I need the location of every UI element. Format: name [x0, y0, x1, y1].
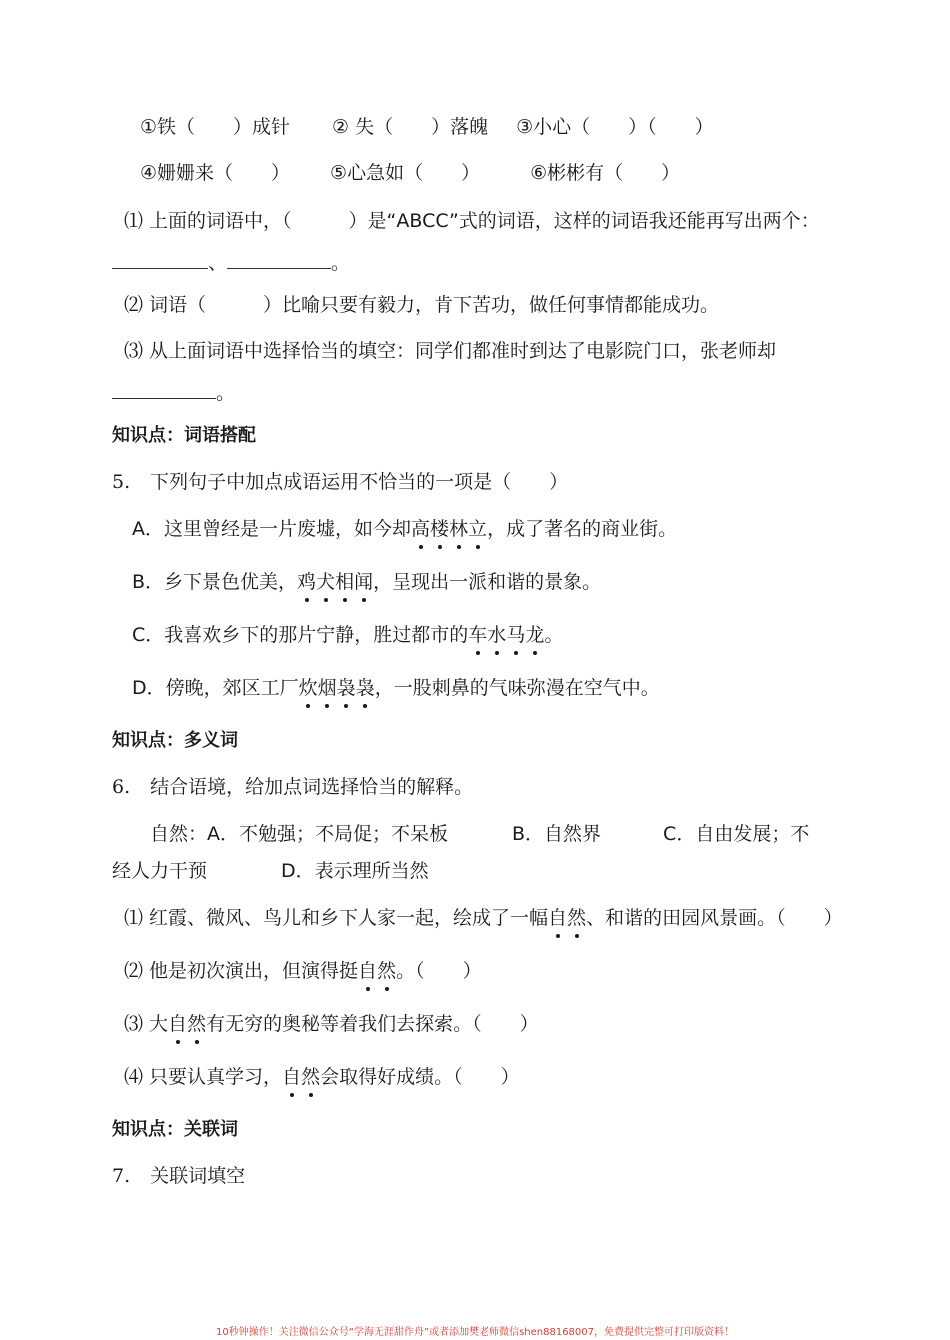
idiom-3: ③小心（ ）（ ）	[516, 116, 714, 138]
q5-option-c[interactable]	[132, 622, 563, 648]
dotted-char: 车	[468, 624, 488, 646]
option-text: D．傍晚，郊区工厂	[132, 677, 299, 699]
dotted-char: 烟	[317, 677, 337, 699]
dotted-char: 马	[506, 624, 526, 646]
dotted-char: 袅	[355, 677, 375, 699]
definition-b: B．自然界	[512, 823, 602, 845]
idiom-row-1	[140, 114, 714, 140]
dotted-char: 炊	[298, 677, 318, 699]
q5-option-a[interactable]	[132, 516, 677, 542]
q6-sub3	[124, 1011, 539, 1037]
dotted-char: 然	[187, 1013, 207, 1035]
question-number: 7.	[112, 1165, 131, 1187]
q5-option-b[interactable]	[132, 569, 601, 595]
dotted-char: 然	[567, 907, 587, 929]
q6-sub4	[124, 1064, 520, 1090]
definition-a: 自然：A．不勉强；不局促；不呆板	[150, 823, 448, 845]
answer-blank-1[interactable]	[112, 250, 208, 269]
option-text: C．我喜欢乡下的那片宁静，胜过都市的	[132, 624, 469, 646]
dotted-char: 自	[548, 907, 568, 929]
option-text: ，一股刺鼻的气味弥漫在空气中。	[374, 677, 660, 699]
idiom-5: ⑤心急如（ ）	[330, 162, 481, 184]
dotted-char: 自	[168, 1013, 188, 1035]
q6-stem	[112, 774, 473, 800]
option-text: ，呈现出一派和谐的景象。	[373, 571, 602, 593]
sub-text: ⑷ 只要认真学习，	[124, 1066, 283, 1088]
separator: 、	[208, 252, 228, 274]
dotted-char: 龙	[525, 624, 545, 646]
option-text: B．乡下景色优美，	[132, 571, 298, 593]
q6-sub2	[124, 958, 482, 984]
dotted-char: 水	[487, 624, 507, 646]
dotted-char: 闻	[354, 571, 374, 593]
question-text: 结合语境，给加点词选择恰当的解释。	[150, 776, 474, 798]
idiom-1: ①铁（ ）成针	[140, 116, 291, 138]
dotted-char: 自	[282, 1066, 302, 1088]
dotted-char: 然	[301, 1066, 321, 1088]
q6-sub1	[124, 905, 843, 931]
idiom-2: ② 失（ ）落魄	[332, 116, 489, 138]
dotted-char: 林	[449, 518, 469, 540]
q6-definitions-line1	[150, 821, 809, 847]
answer-blank-3[interactable]	[112, 380, 216, 399]
idiom-4: ④姗姗来（ ）	[140, 162, 291, 184]
sub-text: 会取得好成绩。（ ）	[320, 1066, 520, 1088]
dotted-char: 自	[358, 960, 378, 982]
q5-option-d[interactable]	[132, 675, 660, 701]
knowledge-point-heading: 知识点：词语搭配	[112, 425, 256, 446]
q4-sub1-blanks	[112, 250, 350, 276]
knowledge-point-heading: 知识点：多义词	[112, 730, 238, 751]
dotted-char: 鸡	[297, 571, 317, 593]
dotted-char: 犬	[316, 571, 336, 593]
dotted-char: 袅	[336, 677, 356, 699]
period: 。	[331, 252, 351, 274]
dotted-char: 然	[377, 960, 397, 982]
q5-stem	[112, 469, 568, 495]
idiom-6: ⑥彬彬有（ ）	[530, 162, 681, 184]
definition-d: D．表示理所当然	[281, 860, 429, 882]
sub-text: 有无穷的奥秘等着我们去探索。（ ）	[206, 1013, 539, 1035]
answer-blank-2[interactable]	[227, 250, 331, 269]
sub-text: 、和谐的田园风景画。（ ）	[586, 907, 843, 929]
sub-text: ⑶ 大	[124, 1013, 169, 1035]
q4-sub3: ⑶ 从上面词语中选择恰当的填空：同学们都准时到达了电影院门口，张老师却	[124, 340, 777, 362]
q6-definitions-line2	[112, 858, 429, 884]
q4-sub1: ⑴ 上面的词语中，（ ）是“ABCC”式的词语，这样的词语我还能再写出两个：	[124, 210, 820, 232]
definition-c: C．自由发展；不	[663, 823, 810, 845]
footer-promo: 10秒钟操作！关注微信公众号“学海无涯甜作舟”或者添加樊老师微信shen88168007，免费提供完整可打印版资料！	[215, 1327, 735, 1338]
question-number: 5.	[112, 471, 131, 493]
knowledge-point-heading: 知识点：关联词	[112, 1119, 238, 1140]
dotted-char: 楼	[430, 518, 450, 540]
dotted-char: 相	[335, 571, 355, 593]
dotted-char: 立	[468, 518, 488, 540]
question-number: 6.	[112, 776, 131, 798]
sub-text: 。（ ）	[396, 960, 482, 982]
definition-c-cont: 经人力干预	[112, 860, 208, 882]
q7-stem	[112, 1163, 245, 1189]
period: 。	[216, 382, 236, 404]
option-text: ，成了著名的商业街。	[487, 518, 678, 540]
question-text: 关联词填空	[150, 1165, 246, 1187]
option-text: 。	[544, 624, 564, 646]
q4-sub2: ⑵ 词语（ ）比喻只要有毅力，肯下苦功，做任何事情都能成功。	[124, 294, 720, 316]
question-text: 下列句子中加点成语运用不恰当的一项是（ ）	[150, 471, 569, 493]
idiom-row-2	[140, 160, 680, 186]
q4-sub3-blank	[112, 380, 235, 406]
dotted-char: 高	[411, 518, 431, 540]
option-text: A．这里曾经是一片废墟，如今却	[132, 518, 411, 540]
sub-text: ⑴ 红霞、微风、鸟儿和乡下人家一起，绘成了一幅	[124, 907, 549, 929]
sub-text: ⑵ 他是初次演出，但演得挺	[124, 960, 359, 982]
